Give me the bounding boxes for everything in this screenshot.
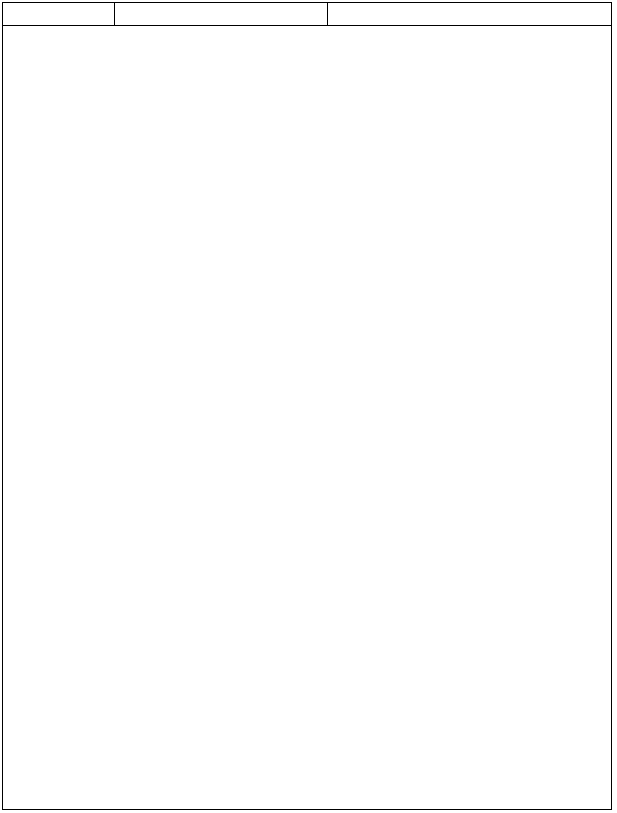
table-header-row — [3, 3, 611, 26]
problem-cause-measure-table — [2, 2, 612, 810]
header-measure — [328, 3, 611, 25]
header-problem — [3, 3, 115, 25]
header-cause — [115, 3, 328, 25]
